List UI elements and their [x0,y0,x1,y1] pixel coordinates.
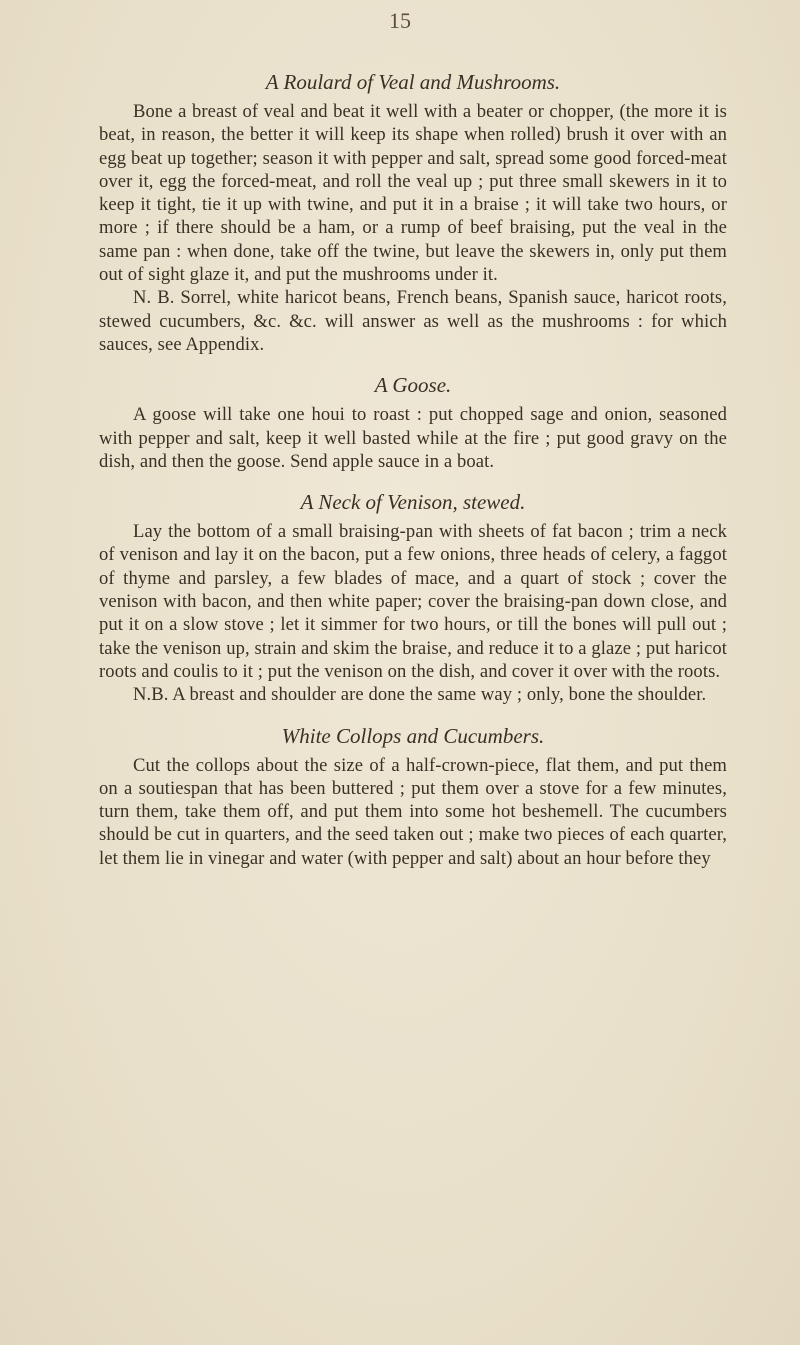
recipe-roulard-of-veal [99,68,727,356]
recipe-paragraph: Lay the bottom of a small braising-pan with sheets of fat bacon ; trim a neck of venison and lay it on the bacon, put a few onions, three heads of celery, a faggot of thyme and parsley, a few blades of mace, and a quart of stock ; cover the venison with bacon, and then white paper; cover the braising-pan down close, and put it on a slow stove ; let it simmer for two hours, or till the bones will pull out ; take the venison up, strain and skim the braise, and reduce it to a glaze ; put haricot roots and coulis to it ; put the venison on the dish, and cover it over with the roots. [99,521,727,682]
page-number: 15 [389,8,411,33]
recipe-note: N.B. A breast and shoulder are done the same way ; only, bone the shoulder. [133,684,707,706]
recipe-title: White Collops and Cucumbers. [281,723,545,748]
recipe-title: A Neck of Venison, stewed. [300,490,526,515]
recipe-goose [99,371,727,473]
recipe-title: A Roulard of Veal and Mushrooms. [265,70,561,94]
recipe-white-collops [99,722,727,870]
recipe-note: N. B. Sorrel, white haricot beans, French beans, Spanish sauce, haricot roots, stewed cucumbers, &c. &c. will answer as well as the mushrooms : for which sauces, see Appendix. [99,287,727,355]
recipe-paragraph: A goose will take one houi to roast : put chopped sage and onion, seasoned with pepper and salt, keep it well basted while at the fire ; put good gravy on the dish, and then the goose. Send apple sauce in a boat. [99,404,727,472]
recipe-paragraph: Cut the collops about the size of a half-crown-piece, flat them, and put them on a soutiespan that has been buttered ; put them over a stove for a few minutes, turn them, take them off, and put them into some hot beshemell. The cucumbers should be cut in quarters, and the seed taken out ; make two pieces of each quarter, let them lie in vinegar and water (with pepper and salt) about an hour before they [99,754,727,869]
recipe-paragraph: Bone a breast of veal and beat it well with a beater or chopper, (the more it is beat, in reason, the better it will keep its shape when rolled) brush it over with an egg beat up together; season it with pepper and salt, spread some good forced-meat over it, egg the forced-meat, and roll the veal up ; put three small skewers in it to keep it tight, tie it up with twine, and put it in a braise ; it will take two hours, or more ; if there should be a ham, or a rump of beef braising, put the veal in the same pan : when done, take off the twine, but leave the skewers in, only put them out of sight glaze it, and put the mushrooms under it. [99,101,727,286]
recipe-neck-of-venison [99,488,727,706]
page-content [99,68,727,885]
recipe-title: A Goose. [374,373,452,398]
